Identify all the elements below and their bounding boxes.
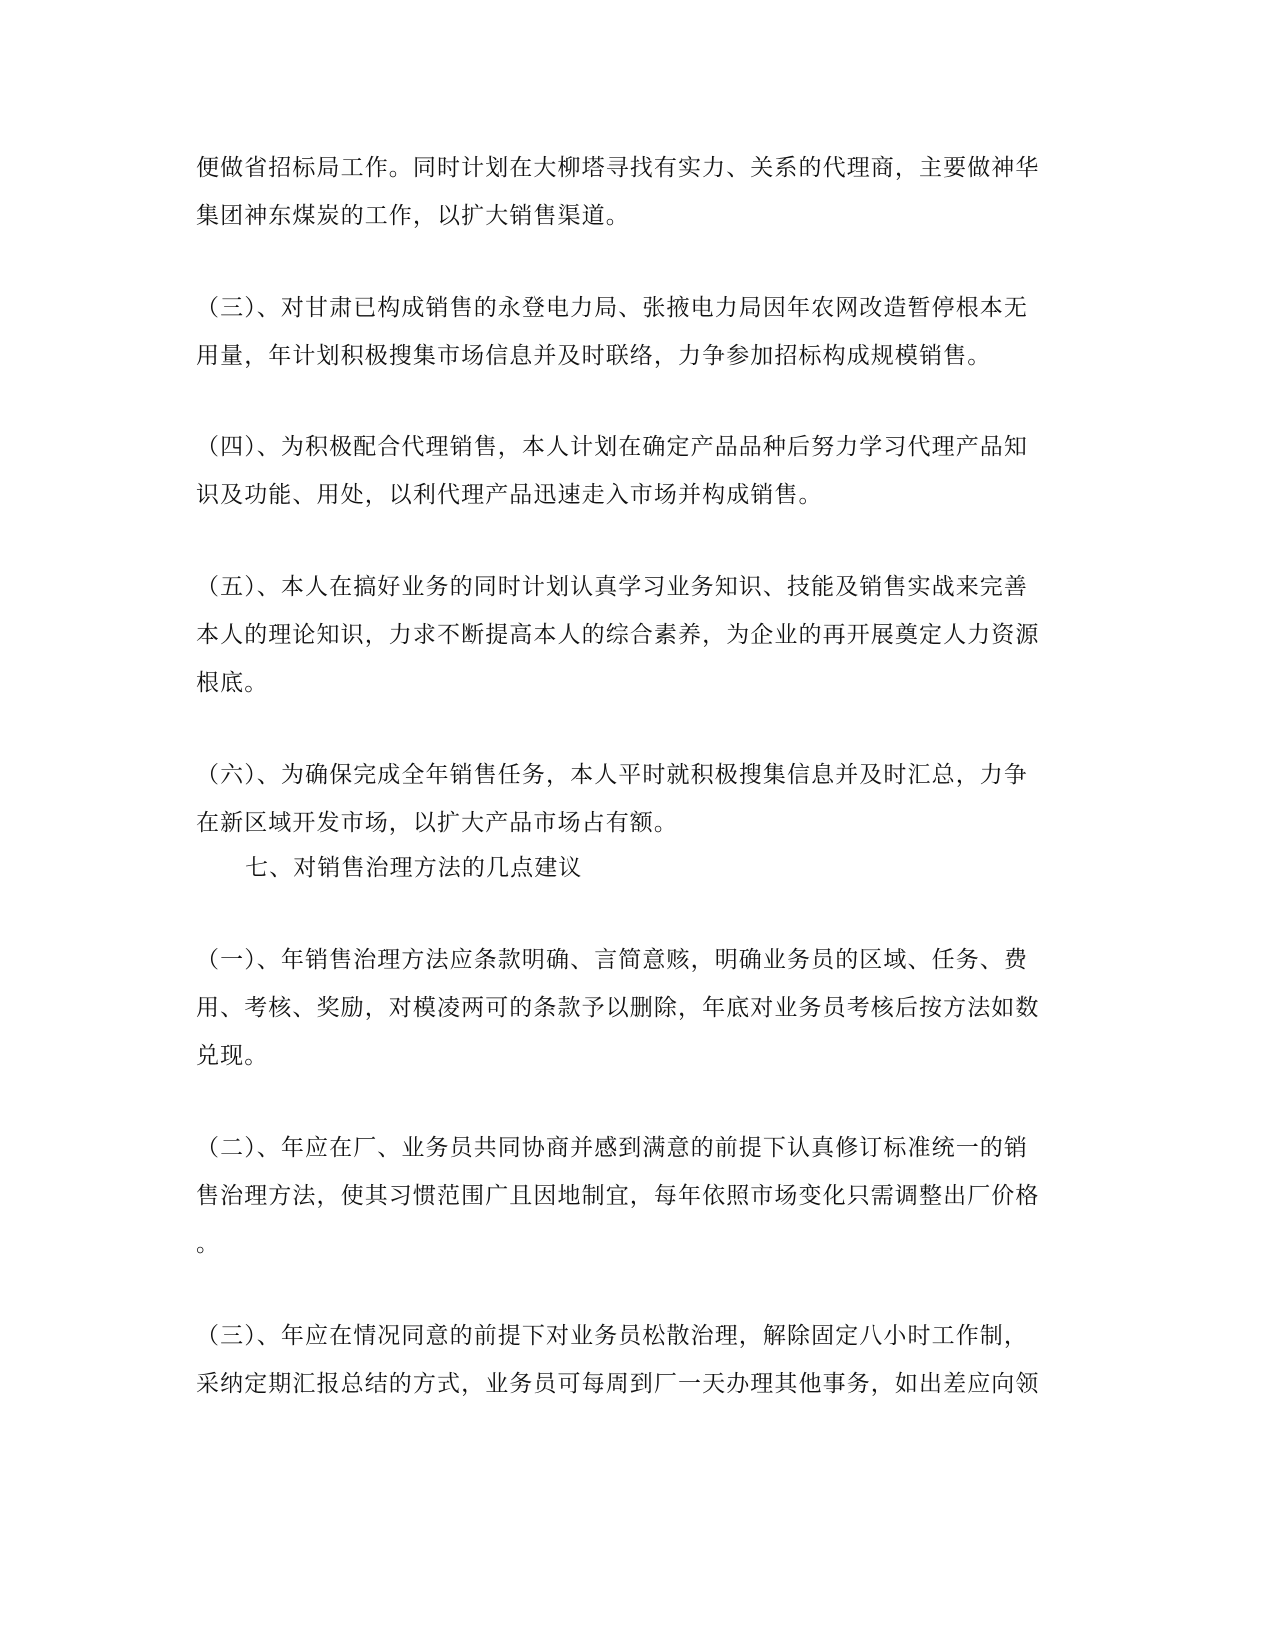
text-line: 识及功能、用处，以利代理产品迅速走入市场并构成销售。	[196, 482, 823, 508]
text-line: （二）、年应在厂、业务员共同协商并感到满意的前提下认真修订标准统一的销	[196, 1135, 1028, 1161]
text-line: （一）、年销售治理方法应条款明确、言简意赅，明确业务员的区域、任务、费	[196, 947, 1028, 973]
text-line: 根底。	[196, 670, 269, 696]
text-line: 用量，年计划积极搜集市场信息并及时联络，力争参加招标构成规模销售。	[196, 343, 992, 369]
text-line: 在新区域开发市场，以扩大产品市场占有额。	[196, 810, 678, 836]
text-line: （四）、为积极配合代理销售，本人计划在确定产品品种后努力学习代理产品知	[196, 434, 1028, 460]
text-line: 用、考核、奖励，对模凌两可的条款予以删除，年底对业务员考核后按方法如数	[196, 995, 1040, 1021]
text-line: （三）、年应在情况同意的前提下对业务员松散治理，解除固定八小时工作制，	[196, 1323, 1028, 1349]
text-line: （三）、对甘肃已构成销售的永登电力局、张掖电力局因年农网改造暂停根本无	[196, 295, 1028, 321]
text-line: 采纳定期汇报总结的方式，业务员可每周到厂一天办理其他事务，如出差应向领	[196, 1371, 1040, 1397]
section-heading: 七、对销售治理方法的几点建议	[245, 855, 583, 881]
text-line: （六）、为确保完成全年销售任务，本人平时就积极搜集信息并及时汇总，力争	[196, 762, 1028, 788]
text-line: 售治理方法，使其习惯范围广且因地制宜，每年依照市场变化只需调整出厂价格	[196, 1183, 1040, 1209]
text-line: 兑现。	[196, 1043, 269, 1069]
text-line: 本人的理论知识，力求不断提高本人的综合素养，为企业的再开展奠定人力资源	[196, 622, 1040, 648]
text-line: 集团神东煤炭的工作，以扩大销售渠道。	[196, 203, 630, 229]
text-line: 便做省招标局工作。同时计划在大柳塔寻找有实力、关系的代理商，主要做神华	[196, 155, 1040, 181]
text-line: 。	[196, 1231, 221, 1257]
text-line: （五）、本人在搞好业务的同时计划认真学习业务知识、技能及销售实战来完善	[196, 574, 1028, 600]
